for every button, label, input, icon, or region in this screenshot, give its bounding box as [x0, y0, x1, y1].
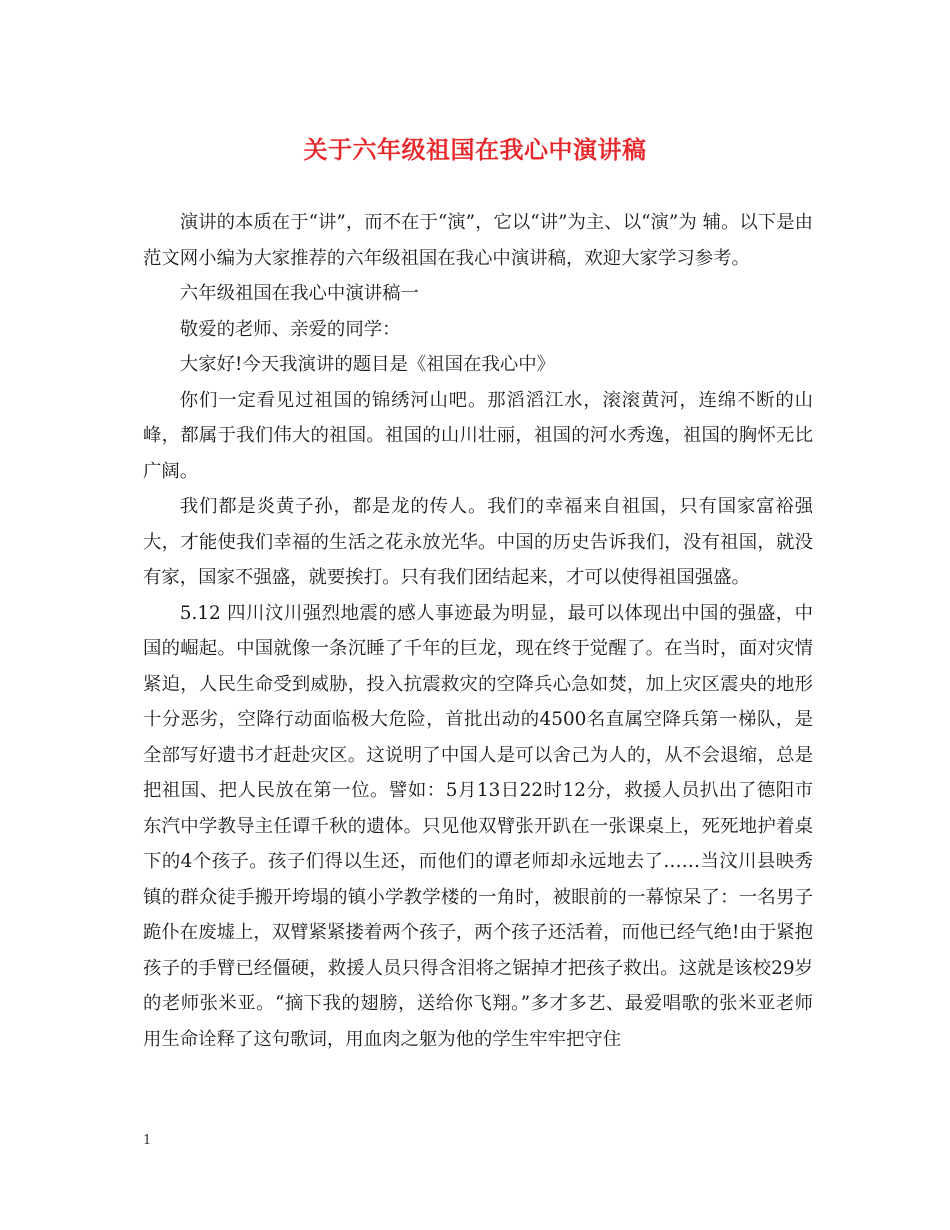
greeting-line: 大家好!今天我演讲的题目是《祖国在我心中》 [179, 354, 556, 375]
page-number: 1 [143, 1133, 152, 1148]
document-title: 关于六年级祖国在我心中演讲稿 [303, 136, 647, 164]
salutation: 敬爱的老师、亲爱的同学： [179, 318, 401, 340]
body-paragraph: 我们都是炎黄子孙，都是龙的传人。我们的幸福来自祖国，只有国家富裕强大，才能使我们幸福的生活之花永放光华。中国的历史告诉我们，没有祖国，就没有家，国家不强盛，就要挨打。只有我们团结起来，才可以使得祖国强盛。 [143, 496, 813, 588]
document-body [143, 205, 813, 1057]
body-paragraph: 你们一定看见过祖国的锦绣河山吧。那滔滔江水，滚滚黄河，连绵不断的山峰，都属于我们伟大的祖国。祖国的山川壮丽，祖国的河水秀逸，祖国的胸怀无比广阔。 [143, 389, 813, 482]
intro-paragraph: 演讲的本质在于“讲”，而不在于“演”，它以“讲”为主、以“演”为 辅。以下是由范文网小编为大家推荐的六年级祖国在我心中演讲稿，欢迎大家学习参考。 [143, 212, 813, 269]
body-paragraph: 5.12 四川汶川强烈地震的感人事迹最为明显，最可以体现出中国的强盛，中国的崛起。中国就像一条沉睡了千年的巨龙，现在终于觉醒了。在当时，面对灾情紧迫，人民生命受到威胁，投入抗震救灾的空降兵心急如焚，加上灾区震央的地形十分恶劣，空降行动面临极大危险，首批出动的4500名直属空降兵第一梯队，是全部写好遗书才赶赴灾区。这说明了中国人是可以舍己为人的，从不会退缩，总是把祖国、把人民放在第一位。譬如：5月13日22时12分，救援人员扒出了德阳市东汽中学教导主任谭千秋的遗体。只见他双臂张开趴在一张课桌上，死死地护着桌下的4个孩子。孩子们得以生还，而他们的谭老师却永远地去了……当汶川县映秀镇的群众徒手搬开垮塌的镇小学教学楼的一角时，被眼前的一幕惊呆了：一名男子跪仆在废墟上，双臂紧紧搂着两个孩子，两个孩子还活着，而他已经气绝!由于紧抱孩子的手臂已经僵硬，救援人员只得含泪将之锯掉才把孩子救出。这就是该校29岁的老师张米亚。“摘下我的翅膀，送给你飞翔。”多才多艺、最爱唱歌的张米亚老师用生命诠释了这句歌词，用血肉之躯为他的学生牢牢把守住 [143, 602, 813, 1050]
section-heading: 六年级祖国在我心中演讲稿一 [179, 283, 419, 304]
